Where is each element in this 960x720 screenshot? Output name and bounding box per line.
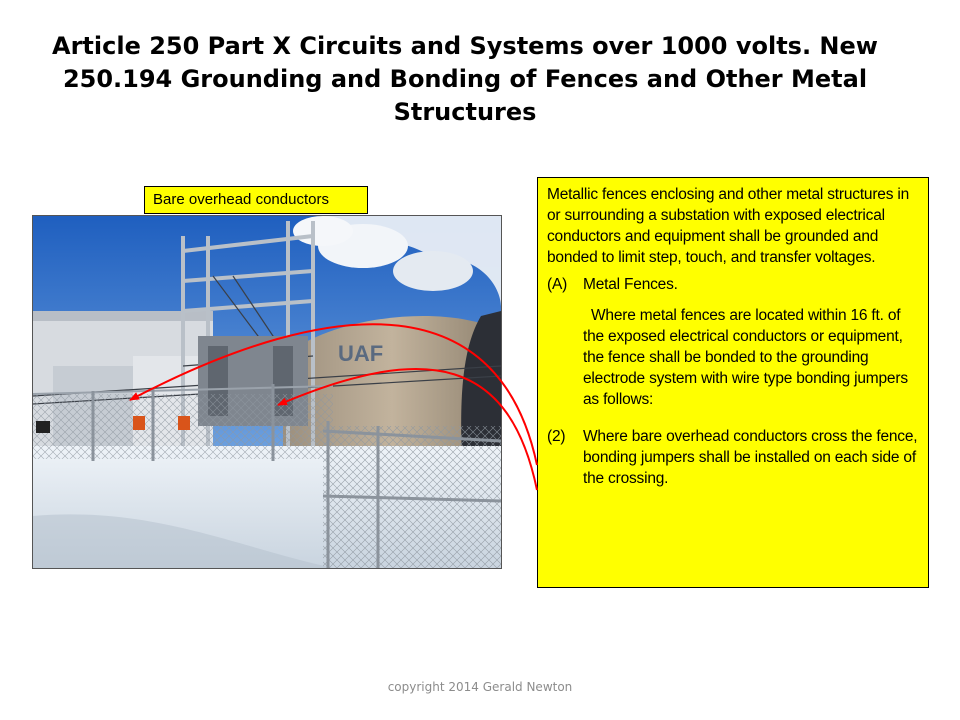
rule-a-number: (A) (547, 276, 568, 293)
rule-a-title: Metal Fences. (583, 276, 678, 293)
rule-item-2 (547, 426, 920, 489)
slide-title (40, 30, 890, 129)
copyright-footer: copyright 2014 Gerald Newton (387, 680, 573, 694)
title-line-3: Structures (393, 98, 537, 126)
title-line-2: 250.194 Grounding and Bonding of Fences and Other Metal (62, 65, 868, 93)
tank-sign: UAF (338, 341, 384, 366)
rule-intro: Metallic fences enclosing and other metal structures in or surrounding a substation with exposed electrical conductors and equipment shall be grounded and bonded to limit step, touch, and transfer voltages. (547, 186, 910, 266)
bare-conductors-label: Bare overhead conductors (144, 186, 368, 214)
rule-textbox (537, 177, 929, 588)
rule-a-body: Where metal fences are located within 16 ft. of the exposed electrical conductors or equipment, the fence shall be bonded to the grounding electrode system with wire type bonding jumpers as follows: (583, 307, 908, 408)
rule-a-heading (547, 274, 920, 295)
rule-item-2-number: (2) (547, 428, 566, 445)
title-line-1: Article 250 Part X Circuits and Systems over 1000 volts. New (52, 32, 878, 60)
substation-photo (32, 215, 502, 569)
rule-item-2-text: Where bare overhead conductors cross the fence, bonding jumpers shall be installed on each side of the crossing. (583, 428, 918, 487)
